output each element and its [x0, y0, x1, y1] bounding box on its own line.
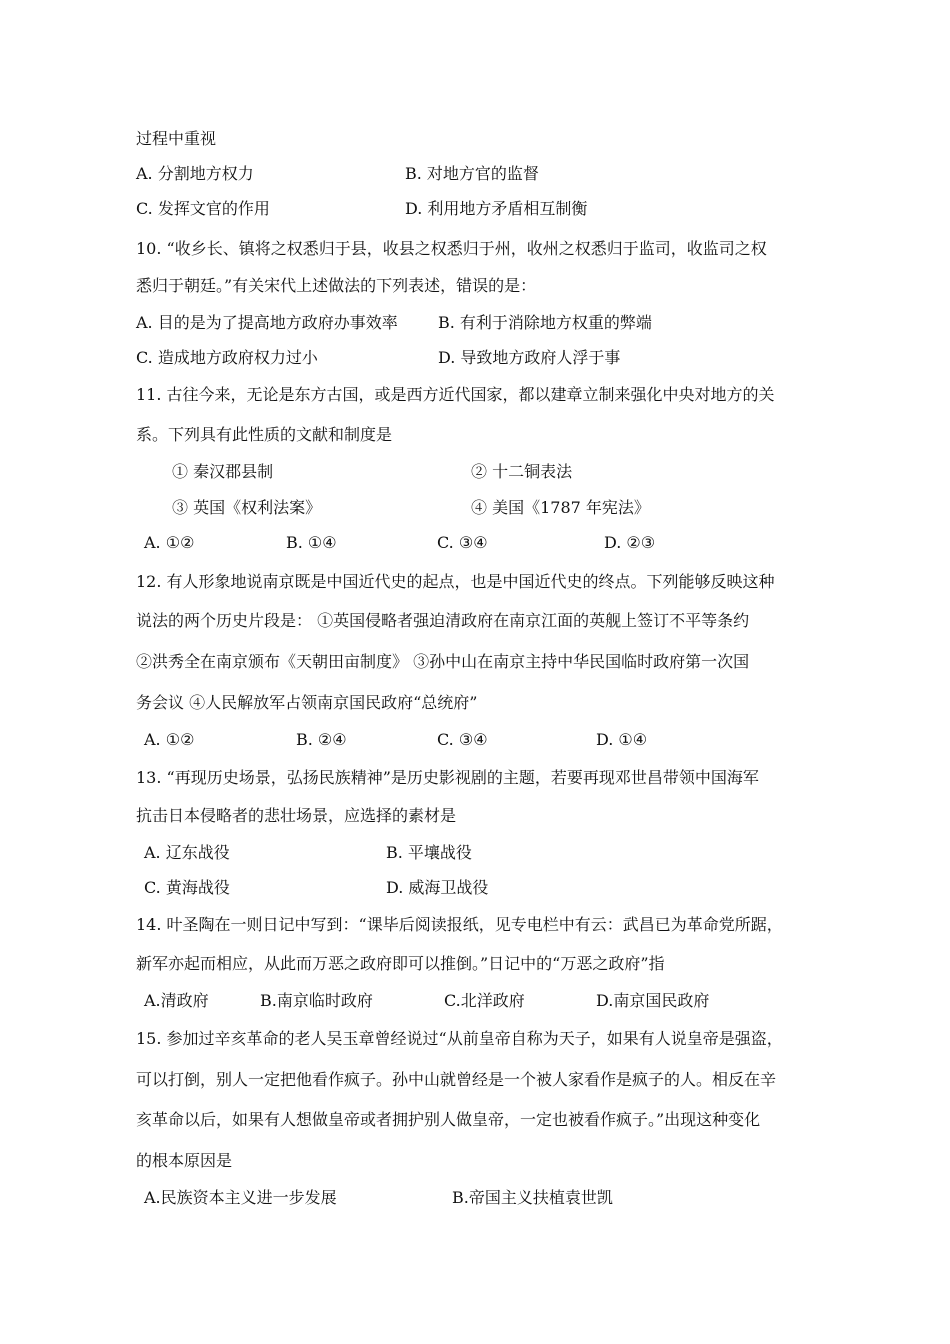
q9-option-b: B. 对地方官的监督	[405, 164, 539, 183]
q11-option-a: A. ①②	[144, 533, 195, 552]
q10-option-a: A. 目的是为了提高地方政府办事效率	[136, 313, 398, 332]
q13-option-d: D. 威海卫战役	[386, 878, 489, 897]
q14-stem-line1: 14. 叶圣陶在一则日记中写到：“课毕后阅读报纸，见专电栏中有云：武昌已为革命党所踞，	[136, 915, 783, 934]
q15-stem-line1: 15. 参加过辛亥革命的老人吴玉章曾经说过“从前皇帝自称为天子，如果有人说皇帝是强盗，	[136, 1029, 783, 1048]
q14-option-d: D.南京国民政府	[596, 991, 710, 1010]
q9-option-a: A. 分割地方权力	[136, 164, 254, 183]
q10-stem-line1: 10. “收乡长、镇将之权悉归于县，收县之权悉归于州，收州之权悉归于监司，收监司之权	[136, 239, 767, 258]
q14-option-c: C.北洋政府	[444, 991, 525, 1010]
q15-stem-line2: 可以打倒，别人一定把他看作疯子。孙中山就曾经是一个被人家看作是疯子的人。相反在辛	[136, 1070, 777, 1089]
question-9-stem-tail: 过程中重视	[136, 129, 217, 148]
q11-option-d: D. ②③	[604, 533, 656, 552]
q11-stem-line2: 系。下列具有此性质的文献和制度是	[136, 425, 393, 444]
q12-stem-line2: 说法的两个历史片段是： ①英国侵略者强迫清政府在南京江面的英舰上签订不平等条约	[136, 611, 750, 630]
q13-option-a: A. 辽东战役	[144, 843, 230, 862]
q10-option-b: B. 有利于消除地方权重的弊端	[438, 313, 652, 332]
q12-stem-line4: 务会议 ④人民解放军占领南京国民政府“总统府”	[136, 693, 478, 712]
q14-stem-line2: 新军亦起而相应，从此而万恶之政府即可以推倒。”日记中的“万恶之政府”指	[136, 954, 665, 973]
q9-option-d: D. 利用地方矛盾相互制衡	[405, 199, 588, 218]
q11-option-c: C. ③④	[437, 533, 488, 552]
q12-option-b: B. ②④	[296, 730, 347, 749]
q15-stem-line4: 的根本原因是	[136, 1151, 233, 1170]
q9-option-c: C. 发挥文官的作用	[136, 199, 270, 218]
q13-option-c: C. 黄海战役	[144, 878, 230, 897]
q11-item-3: ③ 英国《权利法案》	[172, 498, 322, 517]
q14-option-b: B.南京临时政府	[260, 991, 373, 1010]
q12-option-a: A. ①②	[144, 730, 195, 749]
q13-option-b: B. 平壤战役	[386, 843, 472, 862]
q10-stem-line2: 悉归于朝廷。”有关宋代上述做法的下列表述，错误的是：	[136, 276, 537, 295]
q10-option-c: C. 造成地方政府权力过小	[136, 348, 318, 367]
q11-item-1: ① 秦汉郡县制	[172, 462, 274, 481]
q13-stem-line2: 抗击日本侵略者的悲壮场景，应选择的素材是	[136, 806, 457, 825]
q12-stem-line3: ②洪秀全在南京颁布《天朝田亩制度》 ③孙中山在南京主持中华民国临时政府第一次国	[136, 652, 750, 671]
q10-option-d: D. 导致地方政府人浮于事	[438, 348, 621, 367]
q15-option-a: A.民族资本主义进一步发展	[144, 1188, 337, 1207]
q12-stem-line1: 12. 有人形象地说南京既是中国近代史的起点，也是中国近代史的终点。下列能够反映这种	[136, 572, 775, 591]
q11-stem-line1: 11. 古往今来，无论是东方古国，或是西方近代国家，都以建章立制来强化中央对地方的关	[136, 385, 775, 404]
q15-stem-line3: 亥革命以后，如果有人想做皇帝或者拥护别人做皇帝，一定也被看作疯子。”出现这种变化	[136, 1110, 761, 1129]
q12-option-c: C. ③④	[437, 730, 488, 749]
q12-option-d: D. ①④	[596, 730, 648, 749]
q11-item-4: ④ 美国《1787 年宪法》	[471, 498, 650, 517]
q11-item-2: ② 十二铜表法	[471, 462, 573, 481]
q15-option-b: B.帝国主义扶植袁世凯	[452, 1188, 613, 1207]
q13-stem-line1: 13. “再现历史场景，弘扬民族精神”是历史影视剧的主题，若要再现邓世昌带领中国海军	[136, 768, 759, 787]
q11-option-b: B. ①④	[286, 533, 337, 552]
q14-option-a: A.清政府	[144, 991, 209, 1010]
